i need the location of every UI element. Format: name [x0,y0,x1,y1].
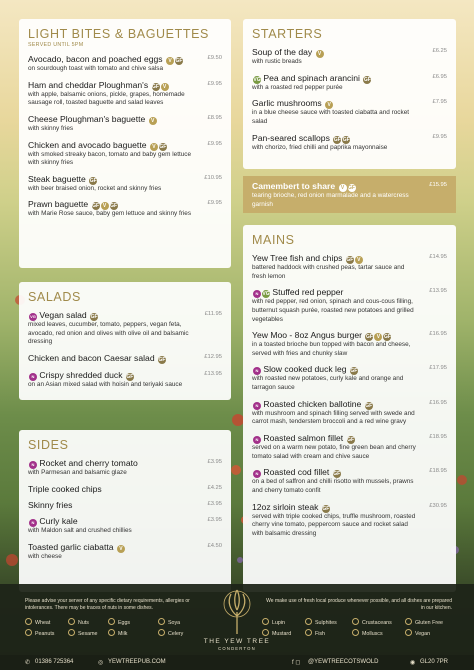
allergen-icon: V [161,83,169,91]
item-name: Avocado, bacon and poached eggs [28,54,163,64]
molluscs-icon [352,629,359,636]
allergen-icon: GF [110,203,118,210]
item-name: Rocket and cherry tomato [39,458,138,468]
menu-item [252,502,447,539]
menu-item [252,433,447,461]
item-description: mixed leaves, cucumber, tomato, peppers, vegan feta, avocado, red onion and olives with olive oil and balsamic dressing [28,321,189,346]
menu-item [252,364,447,392]
item-price: £15.95 [429,182,447,188]
item-price: £13.95 [204,370,222,377]
item-name: Vegan salad [39,310,87,320]
allergen-icon: GF [322,505,330,512]
item-description: on an Asian mixed salad with hoisin and teriyaki sauce [28,380,183,388]
menu-item [28,484,222,494]
menu-item [28,114,222,134]
item-price: £3.95 [207,500,222,507]
fish-icon [305,629,312,636]
menu-item [252,133,447,153]
section-title: MAINS [252,233,295,247]
item-description: in a toasted brioche bun topped with bacon and cheese, served with fries and chunky slaw [252,341,411,357]
vegetarian-icon: V [166,57,174,65]
celery-icon [158,629,165,636]
item-name: Skinny fries [28,499,73,510]
item-price: £8.95 [207,114,222,121]
item-description: with cheese [28,552,62,560]
eggs-icon [108,618,115,625]
allergen-icon: V [374,333,382,341]
item-price: £9.95 [207,200,222,207]
globe-icon: ◎ [98,660,104,666]
item-description: with apple, balsamic onions, pickle, grapes, homemade sausage roll, toasted baguette and salad leaves [28,90,185,107]
sides-panel [19,430,231,592]
allergen-fish: Fish [305,629,325,637]
item-description: with beer braised onion, rocket and skinny fries [28,184,162,192]
new-icon: N [29,373,37,381]
section-title: SALADS [28,290,81,304]
vegan-icon: VG [262,291,270,298]
menu-item [28,542,222,562]
item-description: on sourdough toast with tomato and chive salsa [28,65,163,72]
menu-item [252,73,447,93]
item-name: Triple cooked chips [28,483,102,494]
item-name: Chicken and bacon Caesar salad [28,352,155,363]
item-name: Camembert to share [252,181,336,191]
menu-item [28,516,222,536]
allergen-icon: GF [346,257,354,263]
item-description: with a roasted red pepper purée [252,83,343,91]
section-title: SIDES [28,438,69,452]
phone-icon: ✆ [25,660,31,666]
salads-panel [19,282,231,400]
gluten-free-icon: GF [90,314,98,320]
item-description: tearing brioche, red onion marmalade and a watercress garnish [252,192,409,208]
new-icon: N [253,367,261,375]
item-price: £4.25 [207,484,222,491]
menu-item [28,310,222,347]
item-name: Chicken and avocado baguette [28,139,147,150]
item-price: £18.95 [429,468,447,475]
allergen-celery: Celery [158,629,183,637]
item-name: Roasted cod fillet [263,467,330,478]
item-price: £9.95 [207,80,222,87]
website-link[interactable]: YEWTREEPUB.COM [108,659,166,665]
new-icon: N [253,402,261,410]
menu-item [28,458,222,478]
item-description: with Parmesan and balsamic glaze [28,469,127,476]
item-description: with chorizo, fried chilli and paprika mayonnaise [252,143,388,151]
vegan-icon: VG [253,76,261,83]
item-name: Roasted salmon fillet [263,433,344,444]
starters-panel [243,19,456,169]
vegan-icon [405,629,412,636]
allergen-icon: GF [383,334,391,341]
allergen-icon: GF [347,437,355,444]
allergen-lupin: Lupin [262,618,285,626]
item-price: £3.95 [207,459,222,465]
produce-note: We make use of fresh local produce whenever possible, and all dishes are prepared in our kitchen. [266,598,452,611]
allergen-icon: GF [92,203,100,210]
venue-name: THE YEW TREE [203,638,271,645]
item-description: with skinny fries [28,124,74,132]
allergen-icon: V [150,143,158,151]
menu-item [28,199,222,219]
item-price: £6.95 [432,73,447,80]
item-name: Pan-seared scallops [252,132,330,143]
new-icon: N [29,519,37,527]
menu-item [252,287,447,324]
allergen-vegan: Vegan [405,629,430,637]
item-name: Soup of the day [252,47,313,57]
menu-item [252,399,447,427]
menu-item [252,47,447,67]
postcode: GL20 7PR [420,659,449,665]
item-price: £11.95 [204,311,222,317]
item-description: with mushroom and spinach filling served with swede and carrot mash, tenderstem broccoli and a red wine gravy [252,409,415,426]
menu-item [28,174,222,194]
nuts-icon [68,618,75,625]
soya-icon [158,618,165,625]
vegetarian-icon: V [316,50,324,58]
mains-panel [243,225,456,592]
mustard-icon [262,629,269,636]
item-price: £17.95 [429,365,447,372]
item-description: with red pepper, red onion, spinach and cous-cous filling, butternut squash purée, roasted new potatoes and grilled vegetables [252,298,414,323]
allergen-icon: GF [350,368,358,375]
gluten-free-icon [405,618,412,625]
item-description: with Maldon salt and crushed chillies [28,527,132,535]
dietary-note: Please advise your server of any specific dietary requirements, allergies or intolerances. There may be traces of nuts in some dishes. [25,598,190,611]
item-price: £9.95 [432,133,447,140]
menu-item [28,353,222,364]
allergen-icon: GF [159,143,167,150]
social-icons: f ◻ [292,660,301,666]
item-price: £10.95 [204,174,222,181]
item-description: served on a warm new potato, fine green bean and cherry tomato salad with cream and chive sauce [252,444,416,460]
item-name: Curly kale [39,516,78,527]
menu-item [252,98,447,126]
item-name: Toasted garlic ciabatta [28,541,114,552]
menu-item [28,80,222,108]
item-description: with roasted new potatoes, curly kale and orange and tarragon sauce [252,375,404,392]
menu-item [28,54,222,74]
new-icon: N [29,461,37,469]
vegetarian-icon: V [149,117,157,125]
gluten-free-icon: GF [175,58,183,64]
item-price: £18.95 [429,434,447,441]
item-name: Roasted chicken ballotine [263,398,362,409]
vegetarian-icon: V [325,101,333,109]
item-price: £9.95 [207,140,222,147]
item-description: in a blue cheese sauce with toasted ciabatta and rocket salad [252,109,410,125]
item-price: £16.95 [429,399,447,406]
menu-item [28,370,222,390]
allergen-icon: GF [333,471,341,478]
item-price: £30.95 [429,502,447,509]
menu-item [28,140,222,168]
social-handle[interactable]: @YEWTREECOTSWOLD [308,659,379,665]
allergen-eggs: Eggs [108,618,130,626]
phone-number: 01386 725364 [35,659,74,665]
item-description: with smoked streaky bacon, tomato and baby gem lettuce with skinny fries [28,150,192,167]
location-pin-icon: ◉ [410,660,416,666]
menu-item [28,500,222,510]
allergen-molluscs: Molluscs [352,629,383,637]
allergen-sulphites: Sulphites [305,618,337,626]
item-description: served with triple cooked chips, truffle mushroom, roasted cherry vine tomato, peppercorn sauce and rocket salad with balsamic dressing [252,512,416,537]
milk-icon [108,629,115,636]
item-description: on a bed of saffron and chilli risotto with mussels, prawns and cherry tomato confit [252,478,414,494]
section-title: STARTERS [252,27,323,41]
wheat-icon [25,618,32,625]
crustaceans-icon [352,618,359,625]
allergen-icon: V [101,202,109,210]
peanuts-icon [25,629,32,636]
allergen-icon: GF [158,356,166,363]
allergen-icon: GF [333,136,341,143]
item-name: Yew Moo - 8oz Angus burger [252,330,363,341]
allergen-icon: GF [126,373,134,380]
allergen-milk: Milk [108,629,127,637]
light-bites-panel [19,19,231,268]
section-title: LIGHT BITES & BAGUETTES [28,27,209,41]
sulphites-icon [305,618,312,625]
lupin-icon [262,618,269,625]
item-name: Prawn baguette [28,199,89,210]
allergen-nuts: Nuts [68,618,89,626]
footer [0,584,474,670]
allergen-mustard: Mustard [262,629,291,637]
item-name: Stuffed red pepper [272,287,344,298]
item-name: Pea and spinach arancini [263,72,360,83]
yew-tree-logo-icon [222,586,252,636]
item-price: £13.95 [429,288,447,295]
item-price: £12.95 [204,353,222,360]
vegan-icon: VG [30,314,36,319]
item-price: £9.50 [207,55,222,61]
new-icon: N [253,290,261,298]
new-icon: N [253,436,261,444]
item-name: 12oz sirloin steak [252,501,319,512]
allergen-peanuts: Peanuts [25,629,54,637]
item-name: Garlic mushrooms [252,98,322,109]
item-description: battered haddock with crushed peas, tartar sauce and fresh lemon [252,264,405,280]
item-name: Crispy shredded duck [39,369,123,380]
item-name: Slow cooked duck leg [263,364,347,375]
allergen-sesame: Sesame [68,629,97,637]
item-name: Cheese Ploughman's baguette [28,113,146,124]
allergen-icon: GF [89,177,97,184]
new-icon: N [253,470,261,478]
allergen-crustaceans: Crustaceans [352,618,392,626]
allergen-icon: GF [365,334,373,341]
item-price: £4.50 [207,542,222,549]
allergen-icon: GF [348,185,355,191]
allergen-gluten-free: Gluten Free [405,618,443,626]
item-name: Steak baguette [28,173,86,184]
venue-location: CONDERTON [218,646,256,651]
allergen-wheat: Wheat [25,618,50,626]
allergen-icon: V [355,256,363,264]
allergen-icon: GF [363,76,371,83]
contact-bar [0,655,474,670]
vegetarian-icon: V [339,184,347,192]
menu-item [252,330,447,358]
item-price: £3.95 [207,517,222,524]
sharing-dish-banner [243,176,456,213]
item-price: £16.95 [429,331,447,338]
menu-item [252,181,447,209]
item-price: £14.95 [429,254,447,260]
item-price: £6.25 [432,48,447,54]
item-description: with rustic breads [252,58,302,65]
vegetarian-icon: V [117,545,125,553]
sesame-icon [68,629,75,636]
menu-item [252,467,447,495]
menu-item [252,253,447,281]
allergen-soya: Soya [158,618,180,626]
item-name: Yew Tree fish and chips [252,253,343,263]
item-description: with Marie Rose sauce, baby gem lettuce and skinny fries [28,210,192,218]
item-price: £7.95 [432,99,447,106]
section-subtitle: SERVED UNTIL 5PM [28,42,84,48]
allergen-icon: GF [365,402,373,409]
gluten-free-icon: GF [152,83,159,90]
item-name: Ham and cheddar Ploughman's [28,79,149,90]
allergen-icon: GF [342,136,350,143]
